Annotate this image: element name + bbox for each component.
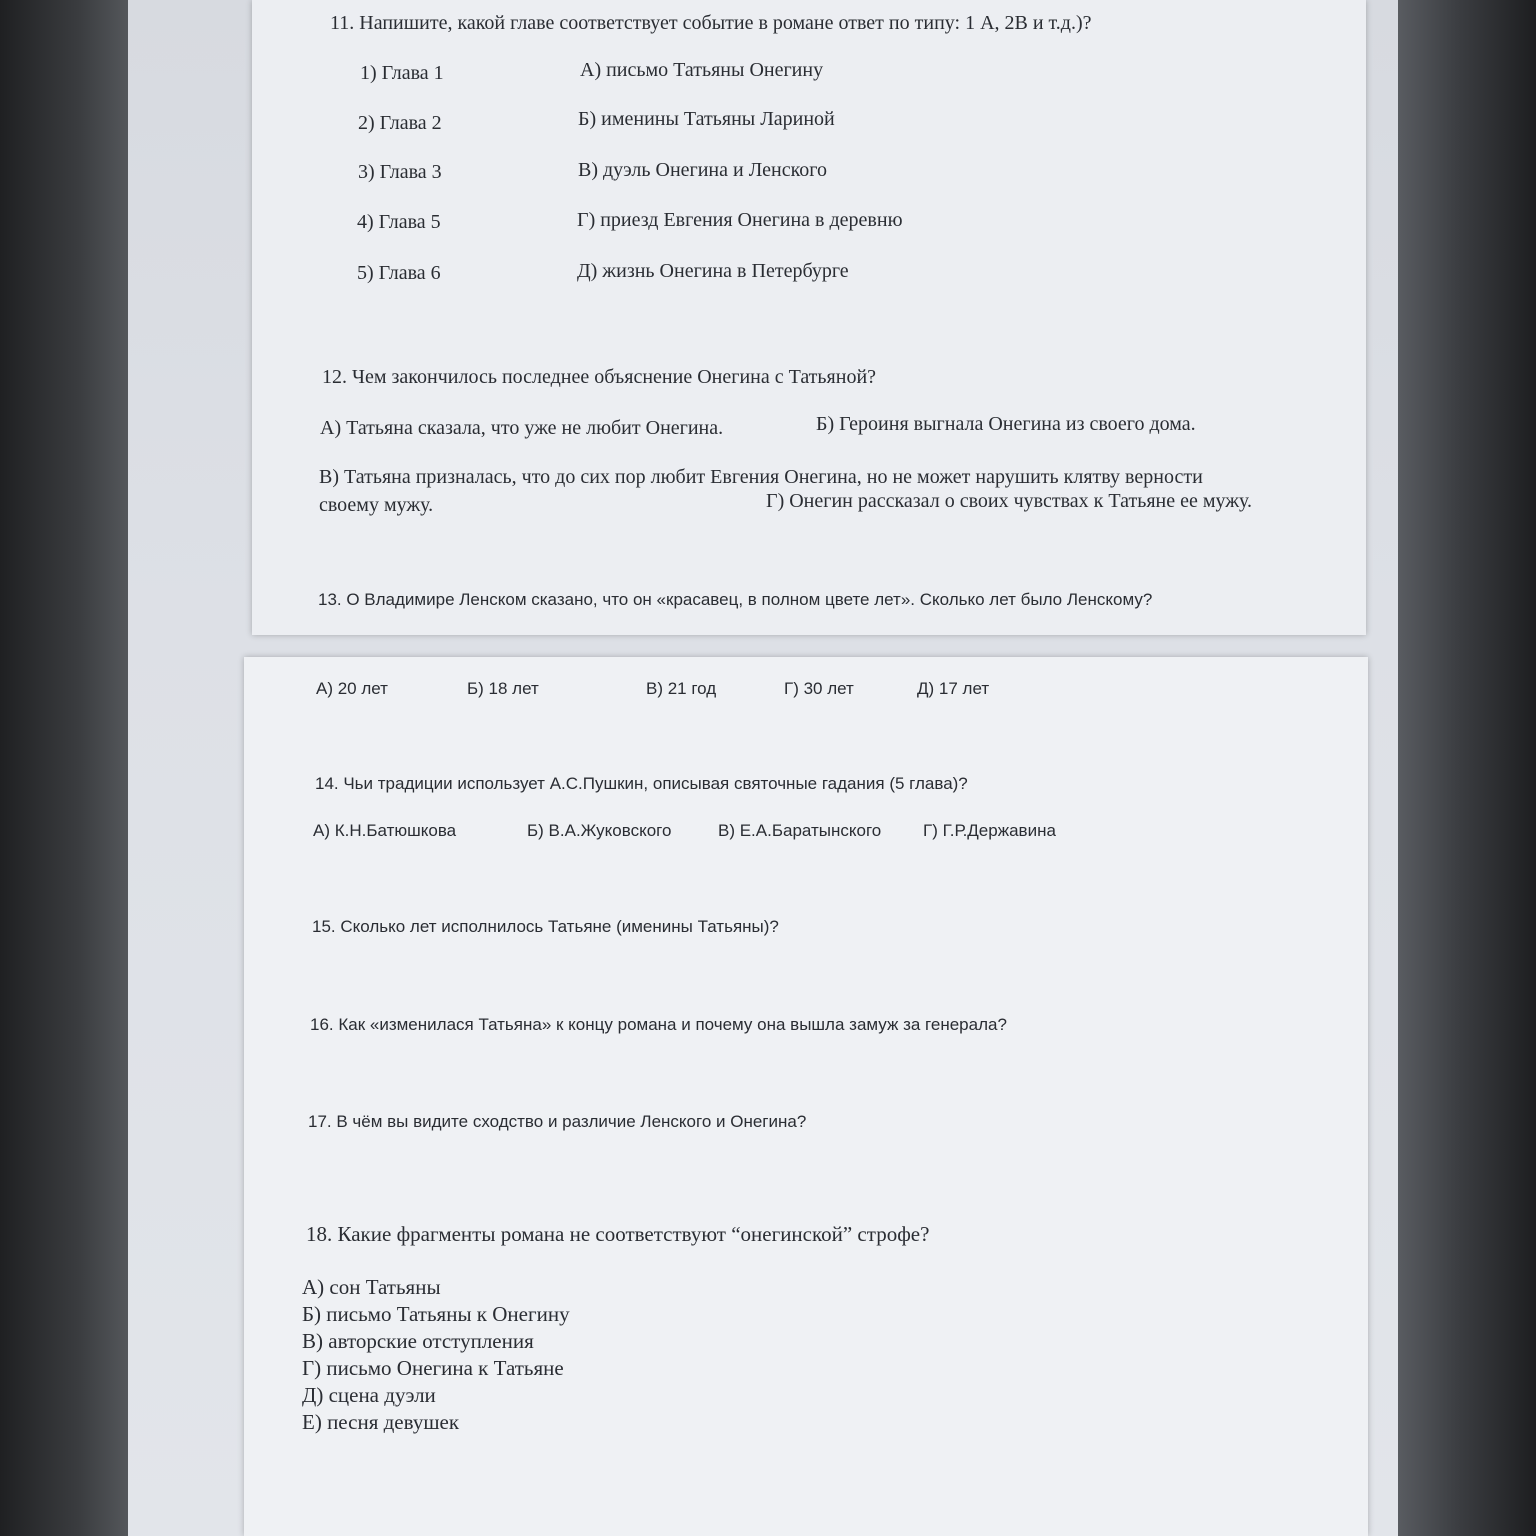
q12-option-v-line1: В) Татьяна призналась, что до сих пор любит Евгения Онегина, но не может нарушить клятву верности <box>319 466 1203 488</box>
q11-event-v: В) дуэль Онегина и Ленского <box>578 159 828 181</box>
q11-chapter-5: 4) Глава 5 <box>357 211 441 233</box>
worksheet-page-1 <box>252 0 1366 635</box>
worksheet-page-2 <box>244 657 1368 1536</box>
left-background <box>0 0 130 1536</box>
q14-option-b: Б) В.А.Жуковского <box>527 821 672 840</box>
q13-option-a: А) 20 лет <box>316 679 388 698</box>
q18-option-a: А) сон Татьяны <box>302 1275 441 1299</box>
q12-option-v-line2: своему мужу. <box>319 494 434 516</box>
question-12: 12. Чем закончилось последнее объяснение Онегина с Татьяной? <box>322 366 877 388</box>
q11-chapter-3: 3) Глава 3 <box>358 161 442 183</box>
q18-option-v: В) авторские отступления <box>302 1329 534 1353</box>
q11-chapter-1: 1) Глава 1 <box>360 62 444 84</box>
q11-chapter-6: 5) Глава 6 <box>357 262 441 284</box>
q11-chapter-2: 2) Глава 2 <box>358 112 442 134</box>
right-background <box>1396 0 1536 1536</box>
q14-option-a: А) К.Н.Батюшкова <box>313 821 457 840</box>
question-13: 13. О Владимире Ленском сказано, что он «красавец, в полном цвете лет». Сколько лет было Ленскому? <box>318 590 1153 609</box>
question-14: 14. Чьи традиции использует А.С.Пушкин, описывая святочные гадания (5 глава)? <box>315 774 968 793</box>
q18-option-e: Е) песня девушек <box>302 1410 460 1434</box>
question-15: 15. Сколько лет исполнилось Татьяне (именины Татьяны)? <box>312 917 779 936</box>
q18-option-d: Д) сцена дуэли <box>302 1383 436 1407</box>
q18-option-b: Б) письмо Татьяны к Онегину <box>302 1302 570 1326</box>
question-16: 16. Как «изменилася Татьяна» к концу романа и почему она вышла замуж за генерала? <box>310 1015 1007 1034</box>
q13-option-g: Г) 30 лет <box>784 679 854 698</box>
q11-event-b: Б) именины Татьяны Лариной <box>578 108 835 130</box>
q13-option-v: В) 21 год <box>646 679 717 698</box>
q11-event-d: Д) жизнь Онегина в Петербурге <box>577 260 849 282</box>
q12-option-b: Б) Героиня выгнала Онегина из своего дома. <box>816 413 1196 435</box>
q13-option-d: Д) 17 лет <box>917 679 990 698</box>
q11-event-a: А) письмо Татьяны Онегину <box>580 59 824 81</box>
question-17: 17. В чём вы видите сходство и различие Ленского и Онегина? <box>308 1112 807 1131</box>
question-11: 11. Напишите, какой главе соответствует событие в романе ответ по типу: 1 А, 2В и т.д.)? <box>330 12 1092 34</box>
q14-option-g: Г) Г.Р.Державина <box>923 821 1056 840</box>
q18-options-list <box>302 1274 570 1436</box>
q12-option-g: Г) Онегин рассказал о своих чувствах к Татьяне ее мужу. <box>766 490 1253 512</box>
q11-event-g: Г) приезд Евгения Онегина в деревню <box>577 209 903 231</box>
q13-option-b: Б) 18 лет <box>467 679 539 698</box>
q18-option-g: Г) письмо Онегина к Татьяне <box>302 1356 564 1380</box>
question-18: 18. Какие фрагменты романа не соответствуют “онегинской” строфе? <box>306 1222 930 1246</box>
q12-option-a: А) Татьяна сказала, что уже не любит Онегина. <box>320 417 724 439</box>
q14-option-v: В) Е.А.Баратынского <box>718 821 882 840</box>
